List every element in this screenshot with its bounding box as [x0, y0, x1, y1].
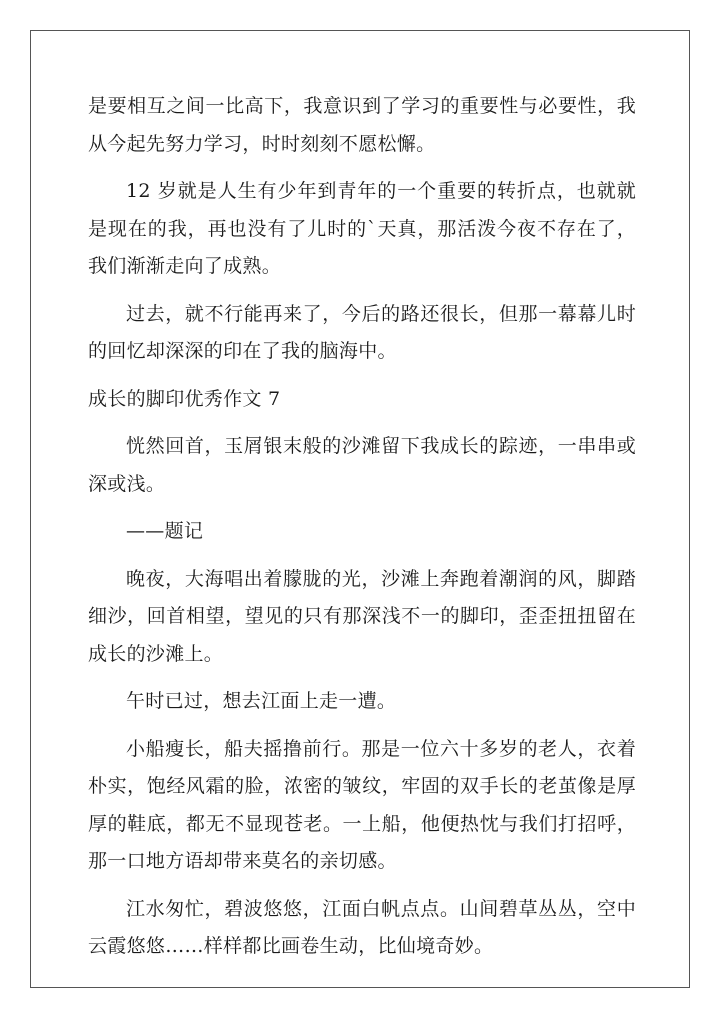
- paragraph-7: 小船瘦长，船夫摇撸前行。那是一位六十多岁的老人，衣着朴实，饱经风霜的脸，浓密的皱纹，牢固的双手长的老茧像是厚厚的鞋底，都无不显现苍老。一上船，他便热忱与我们打招呼，那一口地方语却带来莫名的亲切感。: [88, 737, 636, 872]
- epigraph-attribution: ——题记: [126, 520, 204, 542]
- paragraph-6: 午时已过，想去江面上走一遭。: [126, 690, 397, 712]
- paragraph-2: 12 岁就是人生有少年到青年的一个重要的转折点，也就就是现在的我，再也没有了儿时的`天真，那活泼今夜不存在了，我们渐渐走向了成熟。: [88, 180, 636, 277]
- paragraph-8: 江水匆忙，碧波悠悠，江面白帆点点。山间碧草丛丛，空中云霞悠悠……样样都比画卷生动，比仙境奇妙。: [88, 897, 636, 957]
- section-heading: 成长的脚印优秀作文 7: [88, 387, 281, 410]
- paragraph-1: 是要相互之间一比高下，我意识到了学习的重要性与必要性，我从今起先努力学习，时时刻刻不愿松懈。: [88, 95, 636, 155]
- paragraph-4: 恍然回首，玉屑银末般的沙滩留下我成长的踪迹，一串串或深或浅。: [88, 435, 636, 495]
- document-body: [88, 88, 636, 976]
- paragraph-5: 晚夜，大海唱出着朦胧的光，沙滩上奔跑着潮润的风，脚踏细沙，回首相望，望见的只有那深浅不一的脚印，歪歪扭扭留在成长的沙滩上。: [88, 567, 636, 665]
- paragraph-3: 过去，就不行能再来了，今后的路还很长，但那一幕幕儿时的回忆却深深的印在了我的脑海中。: [88, 302, 636, 362]
